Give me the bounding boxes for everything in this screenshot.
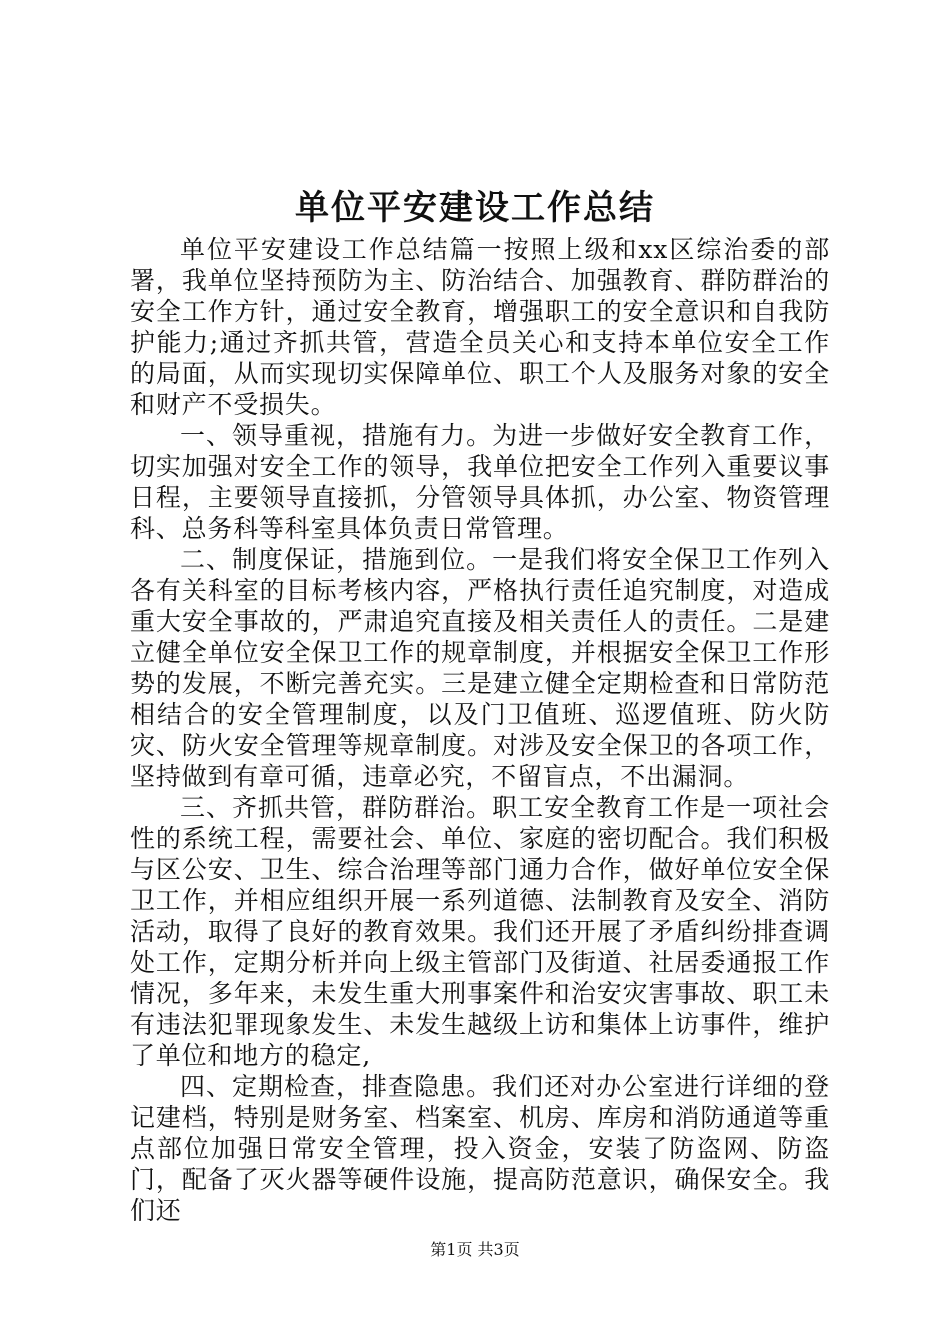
paragraph-section-3: 三、齐抓共管，群防群治。职工安全教育工作是一项社会性的系统工程，需要社会、单位、家庭的密切配合。我们积极与区公安、卫生、综合治理等部门通力合作，做好单位安全保卫工作，并相应组织开展一系列道德、法制教育及安全、消防活动，取得了良好的教育效果。我们还开展了矛盾纠纷排查调处工作，定期分析并向上级主管部门及街道、社居委通报工作情况，多年来，未发生重大刑事案件和治安灾害事故、职工未有违法犯罪现象发生、未发生越级上访和集体上访事件，维护了单位和地方的稳定,	[130, 793, 830, 1070]
document-title: 单位平安建设工作总结	[295, 188, 655, 228]
document-body	[130, 234, 830, 1226]
paragraph-section-4: 四、定期检查，排查隐患。我们还对办公室进行详细的登记建档，特别是财务室、档案室、机房、库房和消防通道等重点部位加强日常安全管理，投入资金，安装了防盗网、防盗门，配备了灭火器等硬件设施，提高防范意识，确保安全。我们还	[130, 1072, 830, 1225]
page-number-footer: 第1页 共3页	[430, 1240, 520, 1259]
paragraph-section-2: 二、制度保证，措施到位。一是我们将安全保卫工作列入各有关科室的目标考核内容，严格执行责任追究制度，对造成重大安全事故的，严肃追究直接及相关责任人的责任。二是建立健全单位安全保卫工作的规章制度，并根据安全保卫工作形势的发展，不断完善充实。三是建立健全定期检查和日常防范相结合的安全管理制度，以及门卫值班、巡逻值班、防火防灾、防火安全管理等规章制度。对涉及安全保卫的各项工作，坚持做到有章可循，违章必究，不留盲点，不出漏洞。	[130, 545, 830, 791]
paragraph-section-1: 一、领导重视，措施有力。为进一步做好安全教育工作，切实加强对安全工作的领导，我单位把安全工作列入重要议事日程，主要领导直接抓，分管领导具体抓，办公室、物资管理科、总务科等科室具体负责日常管理。	[130, 421, 830, 543]
paragraph-intro: 单位平安建设工作总结篇一按照上级和xx区综治委的部署，我单位坚持预防为主、防治结合、加强教育、群防群治的安全工作方针，通过安全教育，增强职工的安全意识和自我防护能力;通过齐抓共管，营造全员关心和支持本单位安全工作的局面，从而实现切实保障单位、职工个人及服务对象的安全和财产不受损失。	[130, 235, 830, 419]
